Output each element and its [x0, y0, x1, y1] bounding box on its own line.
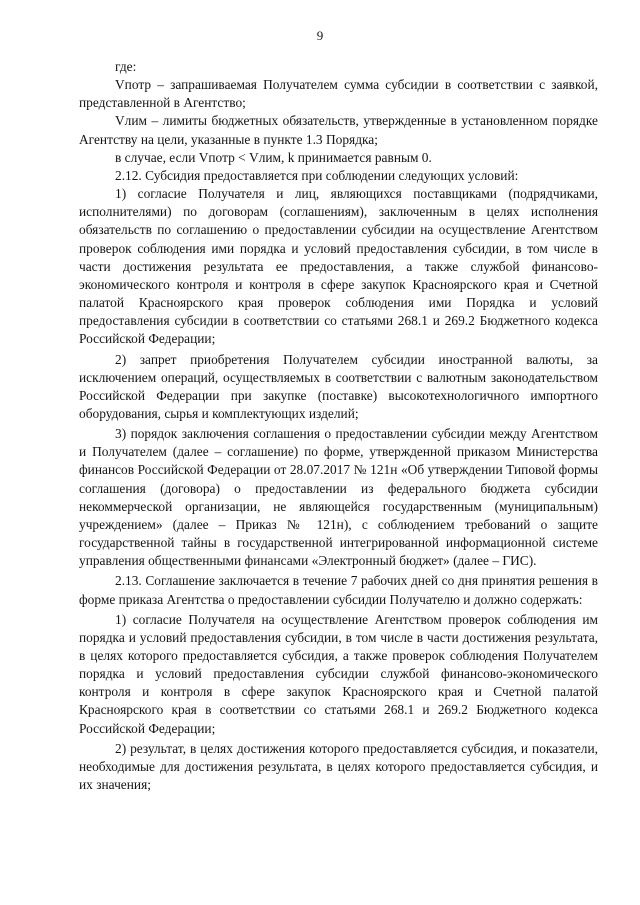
paragraph-2-13-item-1: 1) согласие Получателя на осуществление Агентством проверок соблюдения им порядка и условий предоставления субсидии, в том числе в части достижения результата, в целях которого предоставляется субсидия, а также проверок соблюдения Получателем порядка и условий предоставления субсидии службой финансово-экономического контроля и контроля в сфере закупок Красноярского края и Счетной палатой Красноярского края в соответствии со статьями 268.1 и 269.2 Бюджетного кодекса Российской Федерации;	[79, 611, 598, 736]
paragraph-2-12-item-3: 3) порядок заключения соглашения о предоставлении субсидии между Агентством и Получателем (далее – соглашение) по форме, утвержденной приказом Министерства финансов Российской Федерации от 28.07.2017 № 121н «Об утверждении Типовой формы соглашения (договора) о предоставлении из федерального бюджета субсидии некоммерческой организации, не являющейся государственным (муниципальным) учреждением» (далее – Приказ № 121н), с соблюдением требований о защите государственной тайны в государственной интегрированной информационной системе управления общественными финансами «Электронный бюджет» (далее – ГИС).	[79, 426, 598, 569]
paragraph-vpotr-definition: Vпотр – запрашиваемая Получателем сумма субсидии в соответствии с заявкой, представленной в Агентство;	[79, 77, 598, 111]
paragraph-k-condition: в случае, если Vпотр < Vлим, k принимается равным 0.	[115, 149, 432, 165]
paragraph-2-12-item-2: 2) запрет приобретения Получателем субсидии иностранной валюты, за исключением операций, осуществляемых в соответствии с валютным законодательством Российской Федерации при закупке (поставке) высокотехнологичного импортного оборудования, сырья и комплектующих изделий;	[79, 351, 598, 421]
paragraph-vlim-definition: Vлим – лимиты бюджетных обязательств, утвержденные в установленном порядке Агентству на цели, указанные в пункте 1.3 Порядка;	[79, 113, 598, 147]
paragraph-2-12-item-1: 1) согласие Получателя и лиц, являющихся поставщиками (подрядчиками, исполнителями) по договорам (соглашениям), заключенным в целях исполнения обязательств по соглашению о предоставлении субсидии на осуществление Агентством проверок соблюдения ими порядка и условий предоставления субсидии, в том числе в части достижения результата ее предоставления, а также службой финансово-экономического контроля и контроля в сфере закупок Красноярского края и Счетной палатой Красноярского края проверок соблюдения ими Порядка и условий предоставления субсидии в соответствии со статьями 268.1 и 269.2 Бюджетного кодекса Российской Федерации;	[79, 186, 598, 347]
paragraph-2-12: 2.12. Субсидия предоставляется при соблюдении следующих условий:	[115, 167, 519, 183]
document-body	[79, 58, 598, 794]
paragraph-2-13: 2.13. Соглашение заключается в течение 7 рабочих дней со дня принятия решения в форме приказа Агентства о предоставлении субсидии Получателю и должно содержать:	[79, 573, 598, 607]
paragraph-where: где:	[115, 59, 137, 74]
paragraph-2-13-item-2: 2) результат, в целях достижения которого предоставляется субсидия, и показатели, необходимые для достижения результата, в целях которого предоставляется субсидия, и их значения;	[79, 740, 598, 793]
page-number: 9	[316, 28, 324, 43]
